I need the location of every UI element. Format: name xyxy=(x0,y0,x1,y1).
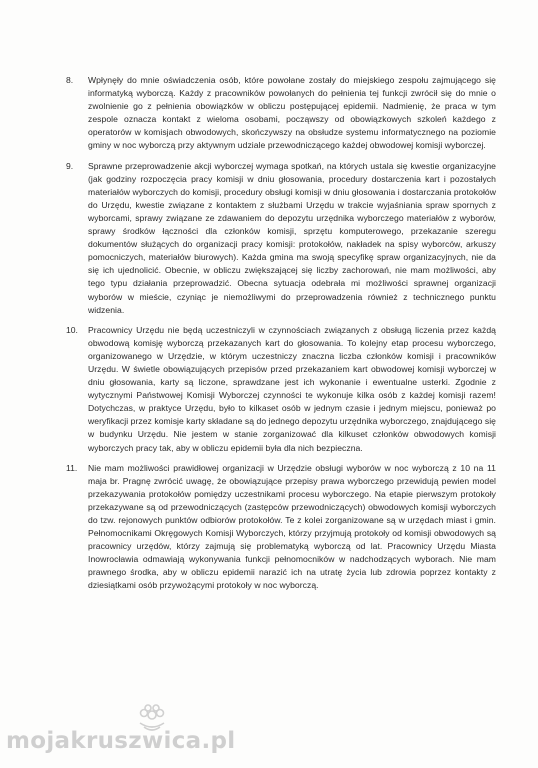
item-number: 10. xyxy=(66,324,78,335)
item-number: 9. xyxy=(66,160,74,171)
numbered-list xyxy=(66,74,496,600)
list-item xyxy=(66,74,496,153)
item-number: 11. xyxy=(66,462,78,473)
item-text: Sprawne przeprowadzenie akcji wyborczej wymaga spotkań, na których ustala się kwestie organizacyjne (jak godziny rozpoczęcia pracy komisji w dniu głosowania, procedury dostarczenia kart i pozostałych materiałów wyborczych do komisji, procedury obsługi komisji w dniu głosowania i dostarczania protokołów do Urzędu, kwestie związane z kontaktem z służbami Urzędu w trakcie wyjaśniania spraw spornych z wyborcami, sprawy związane ze zdawaniem do depozytu urzędnika wyborczego materiałów z wyborów, sprawy środków łączności dla członków komisji, sprzętu komputerowego, przekazanie szeregu dokumentów służących do organizacji pracy komisji: protokołów, nakładek na spisy wyborców, arkuszy pomocniczych, materiałów biurowych). Każda gmina ma swoją specyfikę spraw organizacyjnych, nie da się ich ujednolicić. Obecnie, w obliczu zwiększającej się liczby zachorowań, nie mam możliwości, aby tego typu działania przeprowadzić. Obecna sytuacja odebrała mi możliwości sprawnej organizacji wyborów w mieście, czyniąc je niemożliwymi do przeprowadzenia również z technicznego punktu widzenia. xyxy=(88,160,496,315)
item-text: Pracownicy Urzędu nie będą uczestniczyli w czynnościach związanych z obsługą liczenia przez każdą obwodową komisję wyborczą przekazanych kart do głosowania. To kolejny etap procesu wyborczego, organizowanego w Urzędzie, w którym uczestniczy znaczna liczba członków komisji i pracowników Urzędu. W świetle obowiązujących przepisów przed przekazaniem kart obwodowej komisji wyborczej w dniu głosowania, karty są liczone, sprawdzane jest ich wykonanie i ewentualne usterki. Zgodnie z wytycznymi Państwowej Komisji Wyborczej czynności te wykonuje kilka osób z każdej komisji razem! Dotychczas, w praktyce Urzędu, było to kilkaset osób w jednym czasie i jednym miejscu, ponieważ po weryfikacji przez komisje karty składane są do jednego depozytu urzędnika wyborczego, znajdującego się w budynku Urzędu. Nie jestem w stanie zorganizować dla kilkuset członków obwodowych komisji wyborczych pracy tak, aby w obliczu epidemii była dla nich bezpieczna. xyxy=(88,324,496,453)
list-item xyxy=(66,324,496,455)
item-text: Wpłynęły do mnie oświadczenia osób, które powołane zostały do miejskiego zespołu zajmującego się informatyką wyborczą. Każdy z pracowników powołanych do pełnienia tej funkcji zwrócił się do mnie o zwolnienie go z pełnienia obowiązków w obliczu postępującej epidemii. Nadmienię, że praca w tym zespole oznacza kontakt z wieloma osobami, począwszy od obowiązkowych szkoleń każdego z operatorów w komisjach obwodowych, skończywszy na obsłudze systemu informatycznego na poziomie gminy w noc wyborczą przy aktywnym udziale przewodniczącego każdej obwodowej komisji wyborczej. xyxy=(88,75,496,151)
list-item xyxy=(66,160,496,317)
item-text: Nie mam możliwości prawidłowej organizacji w Urzędzie obsługi wyborów w noc wyborczą z 10 na 11 maja br. Pragnę zwrócić uwagę, że obowiązujące przepisy prawa wyborczego przewidują pewien model przekazywania protokołów pomiędzy uczestnikami procesu wyborczego. Na etapie pierwszym protokoły przekazywane są od przewodniczących (zastępców przewodniczących) obwodowych komisji wyborczych do tzw. rejonowych punktów odbiorów protokołów. Te z kolei zorganizowane są w urzędach miast i gmin. Pełnomocnikami Okręgowych Komisji Wyborczych, którzy przyjmują protokoły od komisji obwodowych są pracownicy urzędów, którzy zajmują się problematyką wyborczą od lat. Pracownicy Urzędu Miasta Inowrocławia odmawiają wykonywania funkcji pełnomocników w nadchodzących wyborach. Nie mam prawnego środka, aby w obliczu epidemii narazić ich na utratę życia lub zdrowia poprzez kontakty z dziesiątkami osób przywożącymi protokoły w noc wyborczą. xyxy=(88,462,496,591)
list-item xyxy=(66,462,496,593)
item-number: 8. xyxy=(66,75,74,85)
watermark-text: mojakruszwica.pl xyxy=(6,728,236,754)
